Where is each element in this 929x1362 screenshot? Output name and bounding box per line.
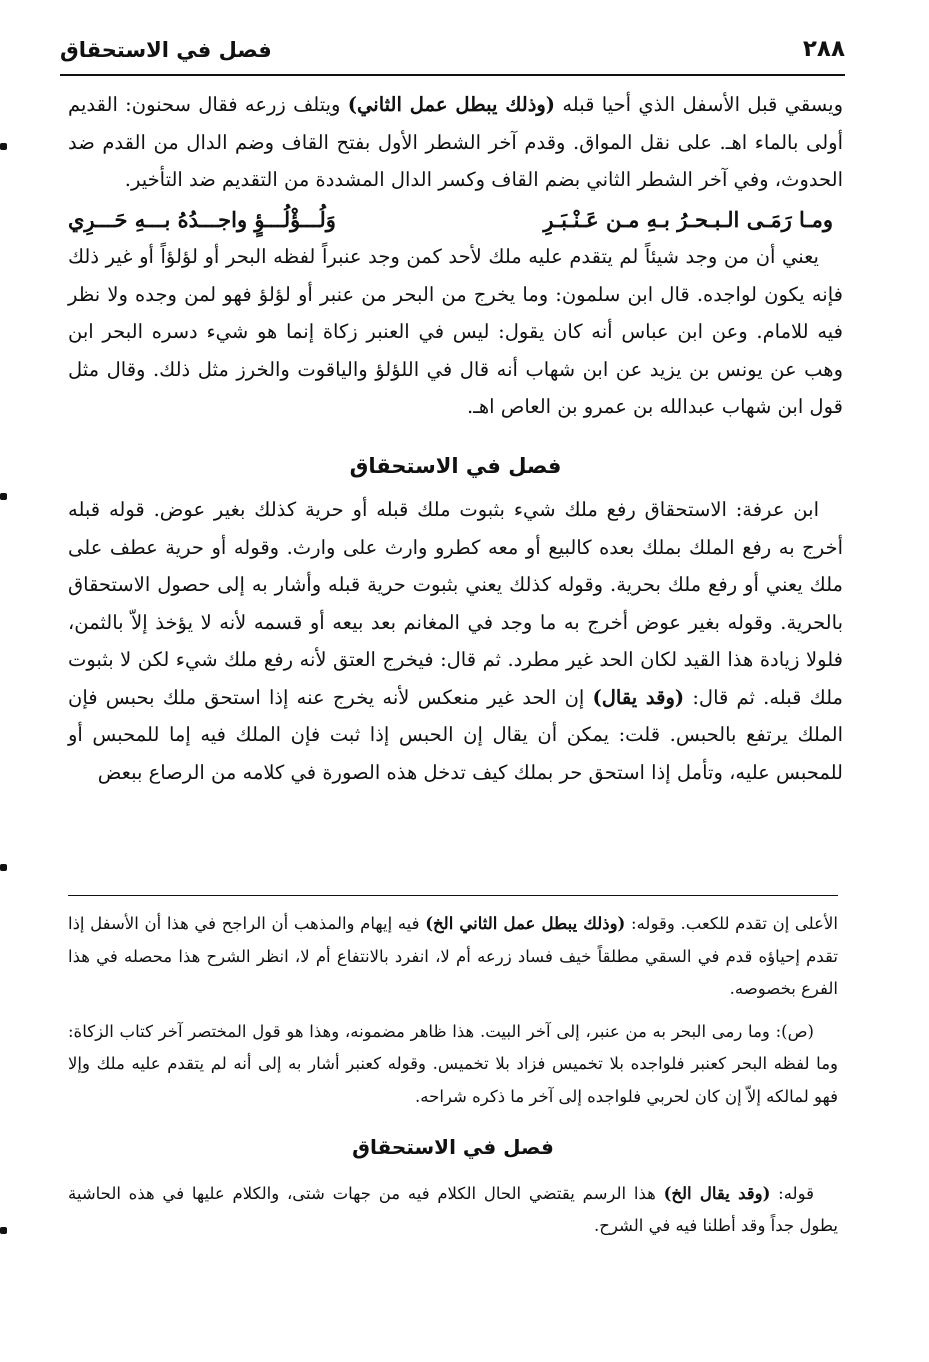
poem-verse (68, 201, 833, 239)
header-rule (60, 74, 845, 76)
paragraph-3 (68, 491, 843, 791)
paragraph-2: يعني أن من وجد شيئاً لم يتقدم عليه ملك لأحد كمن وجد عنبراً لفظه البحر أو لؤلؤاً أو غير ذلك فإنه يكون لواجده. قال ابن سلمون: وما يخرج من البحر من عنبر أو لؤلؤ فهو لمن وجده ولا نظر فيه للامام. وعن ابن عباس أنه كان يقول: ليس في العنبر زكاة إنما هو شيء دسره البحر ابن وهب عن يونس بن يزيد عن ابن شهاب أنه قال في اللؤلؤ والياقوت والخرز مثل ذلك. وقال مثل قول ابن شهاب عبدالله بن عمرو بن العاص اهـ. (68, 245, 843, 418)
notes-section-heading: فصل في الاستحقاق (352, 1135, 554, 1159)
p1-run-1: ويسقي قبل الأسفل الذي أحيا قبله (555, 93, 843, 116)
n1-run-3: فيه إيهام والمذهب أن الراجح في هذا أن الأسفل إذا تقدم إحياؤه قدم في السقي مطلقاً خيف فساد زرعه أم لا، انفرد بالانتفاع أم لا، انظر الشرح هذا محصله في هذا الفرع بخصوصه. (68, 914, 838, 998)
p3-run-1: ابن عرفة: الاستحقاق رفع ملك شيء بثبوت ملك قبله أو حرية كذلك بغير عوض. قوله قبله أخرج به رفع الملك بملك بعده كالبيع أو معه كطرو وارث على وارث. وقوله أو حرية عطف على ملك يعني أو رفع ملك بحرية. وقوله كذلك يعني بثبوت حرية قبله وأشار به إلى حصول الاستحقاق بالحرية. وقوله بغير عوض أخرج به ما وجد في المغانم بعد بيعه أو قسمه لأنه لا يؤخذ إلاّ بالثمن، فلولا زيادة هذا القيد لكان الحد غير مطرد. ثم قال: فيخرج العتق لأنه رفع ملك شيء لكن لا بثبوت ملك قبله. ثم قال: (68, 498, 843, 709)
scan-mark (0, 493, 7, 500)
scan-mark (0, 1227, 7, 1234)
running-title: فصل في الاستحقاق (60, 38, 272, 62)
p1-run-3: ويتلف زرعه فقال سحنون: القديم أولى بالماء اهـ. على نقل المواق. وقدم آخر الشطر الأول بفتح القاف وضم الدال من القدم ضد الحدوث، وفي آخر الشطر الثاني بضم القاف وكسر الدال المشددة من التقديم ضد التأخير. (68, 93, 843, 191)
verse-second-hemistich: وَلُـــؤْلُـــؤٍ واجـــدُهُ بـــهِ حَـــرِي (68, 206, 336, 232)
n3-run-1: قوله: (770, 1183, 814, 1203)
main-text (68, 86, 843, 791)
verse-first-hemistich: ومـا رَمَـى الـبـحـرُ بـهِ مـن عَـنْـبَـرِ (543, 206, 833, 232)
note-2: (ص): وما رمى البحر به من عنبر، إلى آخر البيت. هذا ظاهر مضمونه، وهذا هو قول المختصر آخر كتاب الزكاة: وما لفظه البحر كعنبر فلواجده بلا تخميس فزاد بلا تخميس. وقوله كعنبر أشار به إلى أنه لم يتقدم عليه ملك وإلا فهو لمالكه إلاّ إن كان لحربي فلواجده إلى آخر ما ذكره شراحه. (68, 1021, 838, 1106)
p3-run-3: إن الحد غير منعكس لأنه يخرج عنه إذا استحق ملك بحبس فإن الملك يرتفع بالحبس. قلت: يمكن أن يقال إن الحبس إذا ثبت فإن الملك فيه إما للمحبس أو للمحبس عليه، وتأمل إذا استحق حر بملك كيف تدخل هذه الصورة في كلامه من الرصاع ببعض (68, 685, 843, 784)
p3-bold-quote: (وقد يقال) (592, 685, 685, 709)
page-number: ٢٨٨ (802, 36, 845, 62)
page-header (60, 30, 845, 76)
n3-bold-quote: (وقد يقال الخ) (663, 1183, 771, 1203)
section-heading: فصل في الاستحقاق (349, 453, 562, 478)
scan-mark (0, 864, 7, 871)
p1-bold-quote: (وذلك يبطل عمل الثاني) (347, 93, 556, 116)
n1-bold-quote: (وذلك يبطل عمل الثاني الخ) (425, 914, 626, 933)
footnotes (68, 908, 838, 1243)
n3-run-3: هذا الرسم يقتضي الحال الكلام فيه من جهات شتى، والكلام عليها في هذه الحاشية يطول جداً وقد أطلنا فيه في الشرح. (68, 1183, 838, 1235)
n1-run-1: الأعلى إن تقدم للكعب. وقوله: (625, 914, 838, 933)
note-3 (68, 1178, 838, 1243)
paragraph-1 (68, 86, 843, 199)
scan-mark (0, 143, 7, 150)
footnote-divider (68, 895, 838, 896)
note-1 (68, 908, 838, 1006)
